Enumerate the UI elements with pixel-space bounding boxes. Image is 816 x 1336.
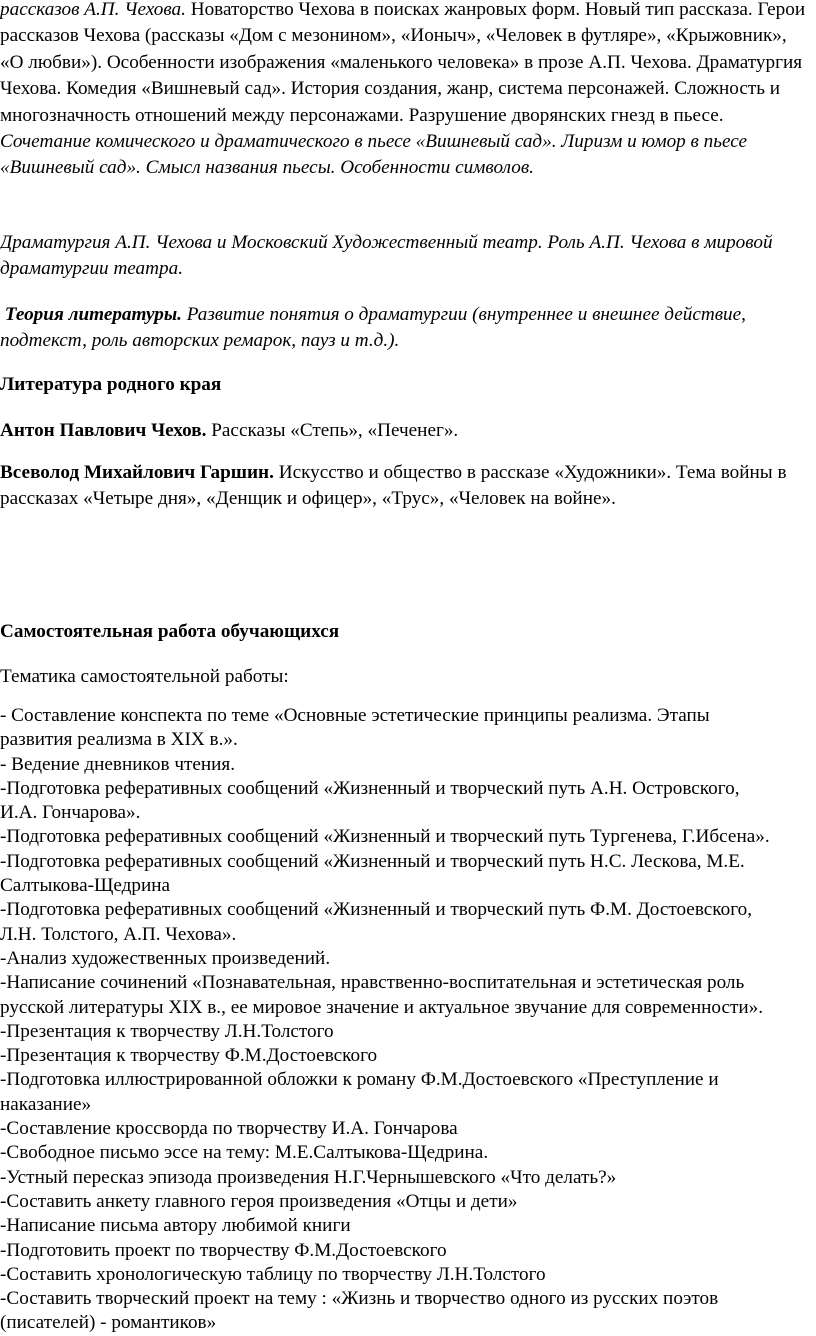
chekhov-text: Рассказы «Степь», «Печенег». [206,420,459,441]
topic-line: - Составление конспекта по теме «Основные эстетические принципы реализма. Этапы [0,705,710,726]
topic-line: -Свободное письмо эссе на тему: М.Е.Салтыкова-Щедрина. [0,1142,489,1164]
topics-heading: Тематика самостоятельной работы: [0,666,289,687]
topic-line: -Подготовка реферативных сообщений «Жизненный и творческий путь Ф.М. Достоевского, [0,899,753,921]
intro-lead: рассказов А.П. Чехова. [0,0,186,20]
topic-line: -Составить хронологическую таблицу по творчеству Л.Н.Толстого [0,1263,546,1285]
topic-line: И.А. Гончарова». [0,802,141,824]
topic-line: - Ведение дневников чтения. [0,753,236,775]
topic-line: -Устный пересказ эпизода произведения Н.Г.Чернышевского «Что делать?» [0,1166,617,1188]
topic-line: (писателей) - романтиков» [0,1312,217,1334]
garshin-paragraph [0,460,812,513]
topic-line: -Анализ художественных произведений. [0,947,331,969]
chekhov-paragraph [0,418,812,444]
garshin-text: Искусство и общество в рассказе «Художники». Тема войны в рассказах «Четыре дня», «Денщик и офицер», «Трус», «Человек на войне». [0,462,787,510]
topic-line: наказание» [0,1093,92,1115]
chekhov-name: Антон Павлович Чехов. [0,420,207,441]
garshin-name: Всеволод Михайлович Гаршин. [0,462,274,483]
theory-paragraph [0,302,812,355]
topic-line: -Подготовка реферативных сообщений «Жизненный и творческий путь Тургенева, Г.Ибсена». [0,826,770,848]
topic-line: -Подготовка реферативных сообщений «Жизненный и творческий путь А.Н. Островского, [0,777,740,799]
topic-line: -Составить анкету главного героя произведения «Отцы и дети» [0,1190,518,1212]
native-literature-heading: Литература родного края [0,374,222,395]
topic-line: -Составление кроссворда по творчеству И.А. Гончарова [0,1118,458,1140]
topic-line: Л.Н. Толстого, А.П. Чехова». [0,923,237,945]
topic-line: русской литературы XIX в., ее мировое значение и актуальное звучание для современности». [0,996,764,1018]
intro-italic: Сочетание комического и драматического в пьесе «Вишневый сад». Лиризм и юмор в пьесе «Вишневый сад». Смысл названия пьесы. Особенности символов. [0,131,748,179]
dramaturgy-paragraph: Драматургия А.П. Чехова и Московский Художественный театр. Роль А.П. Чехова в мировой драматургии театра. [0,232,773,280]
topic-line: развития реализма в XIX в.». [0,729,238,751]
topic-line: -Презентация к творчеству Ф.М.Достоевского [0,1045,378,1067]
theory-text: Развитие понятия о драматургии (внутреннее и внешнее действие, подтекст, роль авторских ремарок, пауз и т.д.). [0,304,746,352]
topic-line: -Презентация к творчеству Л.Н.Толстого [0,1020,334,1042]
topic-line: -Написание сочинений «Познавательная, нравственно-воспитательная и эстетическая роль [0,972,745,994]
topic-line: -Составить творческий проект на тему : «Жизнь и творчество одного из русских поэтов [0,1288,719,1310]
intro-body: Новаторство Чехова в поисках жанровых форм. Новый тип рассказа. Герои рассказов Чехова (рассказы «Дом с мезонином», «Ионыч», «Человек в футляре», «Крыжовник», «О любви»). Особенности изображения «маленького человека» в прозе А.П. Чехова. Драматургия Чехова. Комедия «Вишневый сад». История создания, жанр, система персонажей. Сложность и многозначность отношений между персонажами. Разрушение дворянских гнезд в пьесе. [0,0,806,126]
topic-line: -Подготовить проект по творчеству Ф.М.Достоевского [0,1239,447,1261]
independent-work-heading: Самостоятельная работа обучающихся [0,621,340,642]
topic-line: -Подготовка реферативных сообщений «Жизненный и творческий путь Н.С. Лескова, М.Е. [0,850,745,872]
topic-line: -Подготовка иллюстрированной обложки к роману Ф.М.Достоевского «Преступление и [0,1069,719,1091]
chekhov-intro-paragraph [0,0,812,182]
topic-line: Салтыкова-Щедрина [0,875,171,897]
topic-line: -Написание письма автору любимой книги [0,1215,351,1237]
theory-label: Теория литературы. [4,304,182,325]
topics-list [0,704,813,1336]
